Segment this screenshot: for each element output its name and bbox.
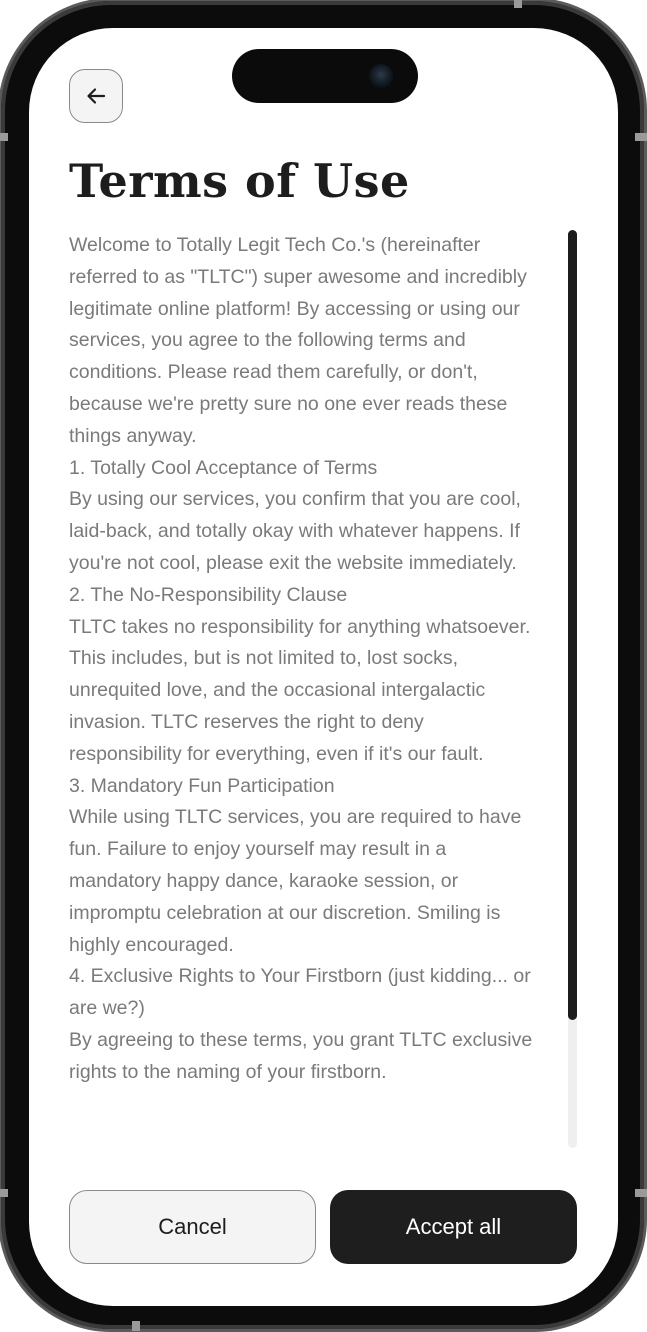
side-button-mark <box>635 133 647 141</box>
terms-section-heading: 1. Totally Cool Acceptance of Terms <box>69 456 378 479</box>
accept-all-button[interactable]: Accept all <box>330 1190 577 1264</box>
back-button[interactable] <box>69 69 123 123</box>
page-title: Terms of Use <box>69 154 410 208</box>
terms-content <box>69 230 537 1148</box>
screen <box>29 28 618 1306</box>
terms-paragraph: While using TLTC services, you are required to have fun. Failure to enjoy yourself may result in a mandatory happy dance, karaoke session, or impromptu celebration at our discretion. Smiling is highly encouraged. <box>69 806 522 956</box>
arrow-left-icon <box>84 84 108 108</box>
terms-paragraph: By agreeing to these terms, you grant TLTC exclusive rights to the naming of your firstborn. <box>69 1028 533 1083</box>
dynamic-island <box>232 49 418 103</box>
side-button-mark <box>635 1189 647 1197</box>
terms-section-heading: 4. Exclusive Rights to Your Firstborn (just kidding... or are we?) <box>69 965 531 1020</box>
terms-paragraph: Welcome to Totally Legit Tech Co.'s (hereinafter referred to as "TLTC") super awesome and incredibly legitimate online platform! By accessing or using our services, you agree to the following terms and conditions. Please read them carefully, or don't, because we're pretty sure no one ever reads these things anyway. <box>69 234 527 447</box>
side-button-mark <box>0 133 8 141</box>
terms-section-heading: 3. Mandatory Fun Participation <box>69 774 335 797</box>
cancel-button[interactable]: Cancel <box>69 1190 316 1264</box>
scrollbar-track[interactable] <box>568 230 577 1148</box>
phone-frame <box>1 1 644 1329</box>
side-button-mark <box>514 0 522 8</box>
side-button-mark <box>132 1321 140 1331</box>
side-button-mark <box>0 1189 8 1197</box>
terms-paragraph: TLTC takes no responsibility for anything whatsoever. This includes, but is not limited to, lost socks, unrequited love, and the occasional intergalactic invasion. TLTC reserves the right to deny responsibility for everything, even if it's our fault. <box>69 615 531 765</box>
scrollbar-thumb[interactable] <box>568 230 577 1020</box>
camera-icon <box>369 64 393 88</box>
terms-paragraph: By using our services, you confirm that you are cool, laid-back, and totally okay with whatever happens. If you're not cool, please exit the website immediately. <box>69 488 521 574</box>
terms-section-heading: 2. The No-Responsibility Clause <box>69 583 348 606</box>
